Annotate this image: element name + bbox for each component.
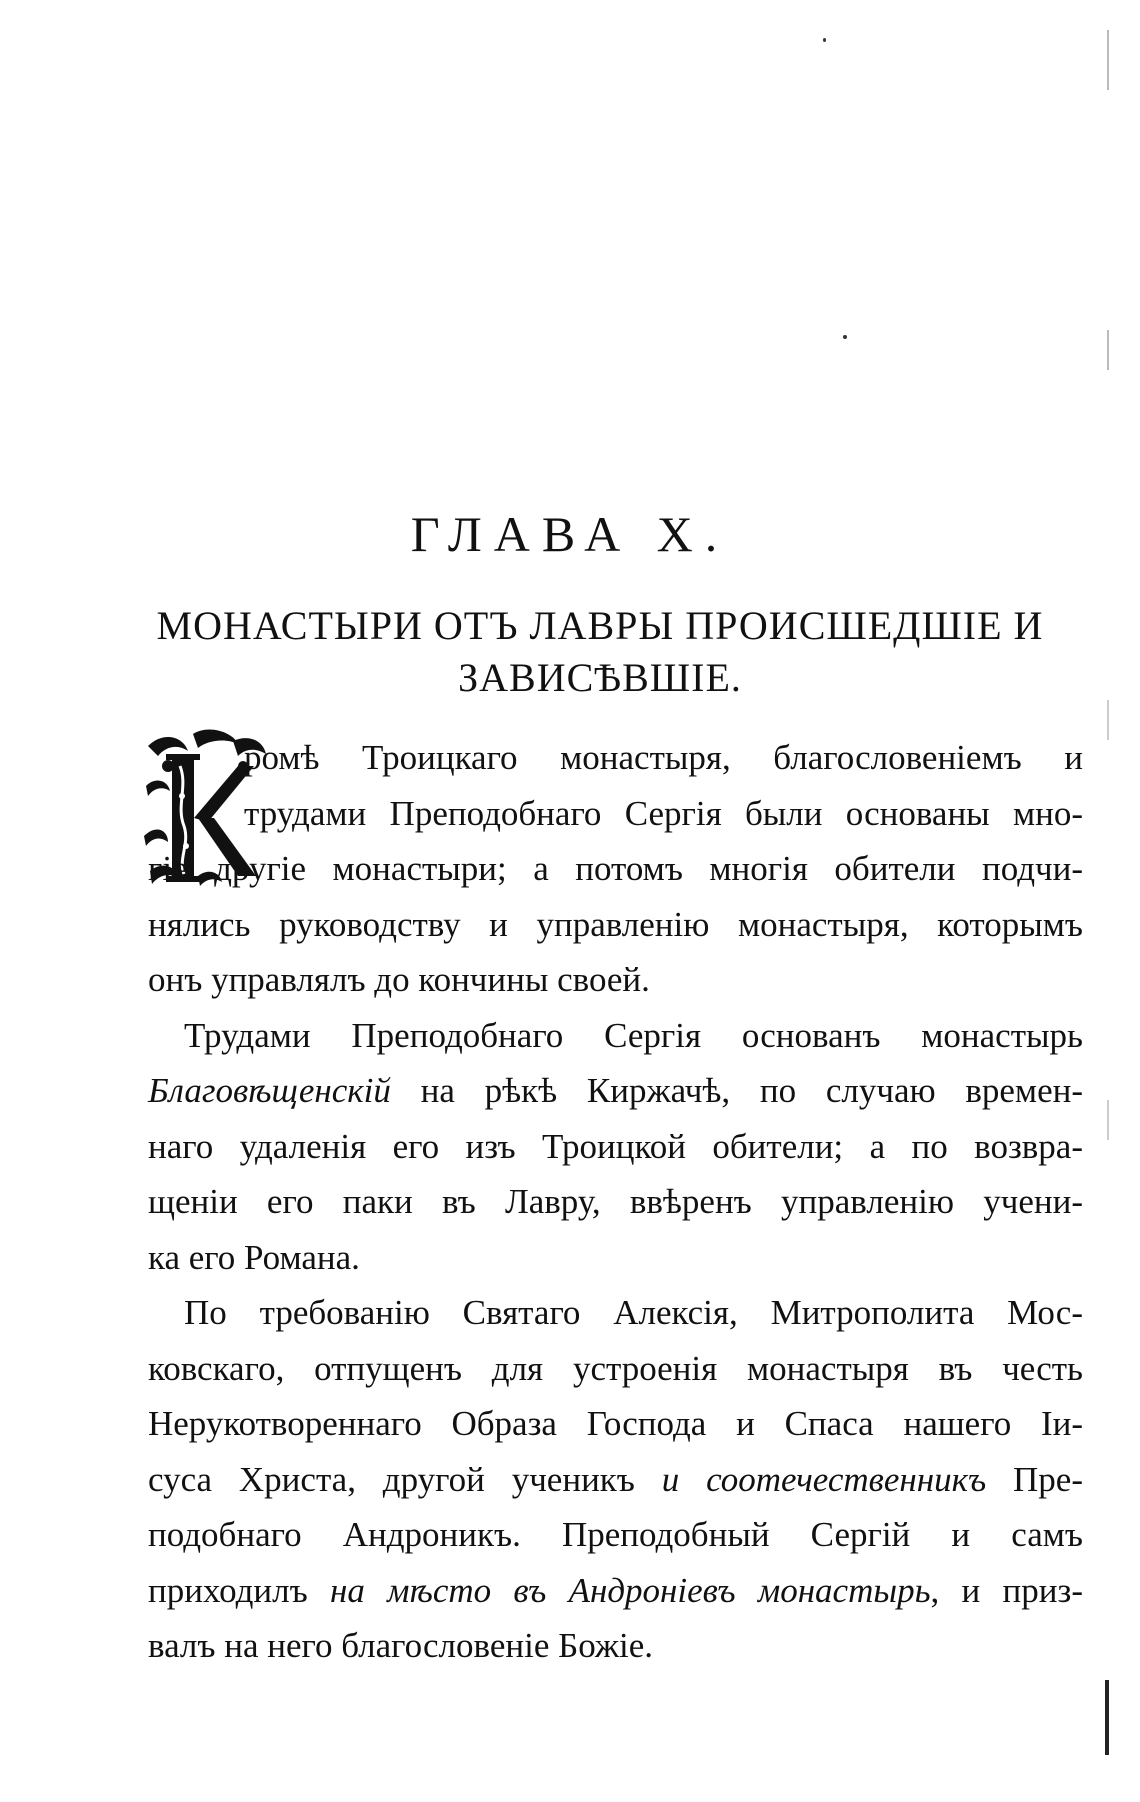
text-line: Трудами Преподобнаго Сергія основанъ монастырь <box>184 1015 1083 1055</box>
italic-text: Благовѣщенскій <box>148 1071 391 1110</box>
text-line: щеніи его паки въ Лавру, ввѣренъ управленію учени- <box>148 1182 1083 1221</box>
text-line: валъ на него благословеніе Божіе. <box>148 1626 654 1665</box>
chapter-subtitle-line: МОНАСТЫРИ ОТЪ ЛАВРЫ ПРОИСШЕДШІЕ И <box>156 603 1044 648</box>
text-line: онъ управлялъ до кончины своей. <box>148 960 650 999</box>
scan-edge-line <box>1107 330 1109 370</box>
scan-edge-line <box>1107 700 1109 740</box>
body-text <box>148 730 1083 1674</box>
text-line: ковскаго, отпущенъ для устроенія монастыря въ честь <box>148 1348 1083 1388</box>
scan-speck <box>823 38 826 42</box>
text-line: Благовѣщенскій на рѣкѣ Киржачѣ, по случаю времен- <box>148 1071 1083 1110</box>
text-line: гіе другіе монастыри; а потомъ многія обители подчи- <box>148 849 1083 888</box>
text-line: ка его Романа. <box>148 1237 360 1277</box>
text-line: ромѣ Троицкаго монастыря, благословеніемъ и <box>244 738 1083 777</box>
text-line: суса Христа, другой ученикъ и соотечественникъ Пре- <box>148 1459 1083 1499</box>
scan-margin-marks <box>1095 0 1135 1802</box>
scan-speck <box>843 335 847 339</box>
text-line: наго удаленія его изъ Троицкой обители; а по возвра- <box>148 1126 1083 1166</box>
scan-edge-line <box>1105 1680 1109 1755</box>
text-line: Нерукотвореннаго Образа Господа и Спаса нашего Іи- <box>148 1404 1083 1443</box>
italic-text: на мѣсто въ Андроніевъ монастырь <box>330 1570 931 1610</box>
chapter-subtitle <box>140 600 1060 704</box>
text-line: подобнаго Андроникъ. Преподобный Сергій и самъ <box>148 1515 1083 1554</box>
text-line: По требованію Святаго Алексія, Митрополита Мос- <box>184 1293 1083 1332</box>
paragraph <box>148 1285 1083 1674</box>
chapter-subtitle-line: ЗАВИСѢВШІЕ. <box>458 655 742 700</box>
italic-text: и соотечественникъ <box>661 1459 987 1499</box>
text-line: приходилъ на мѣсто въ Андроніевъ монастырь, и приз- <box>148 1570 1083 1610</box>
paragraph <box>148 1008 1083 1286</box>
scan-edge-line <box>1107 30 1109 90</box>
text-line: нялись руководству и управленію монастыря, которымъ <box>148 904 1083 944</box>
scan-edge-line <box>1107 1100 1109 1140</box>
paragraph <box>148 730 1083 1008</box>
chapter-title: ГЛАВА X. <box>410 506 730 562</box>
text-line: трудами Преподобнаго Сергія были основаны мно- <box>244 793 1083 833</box>
